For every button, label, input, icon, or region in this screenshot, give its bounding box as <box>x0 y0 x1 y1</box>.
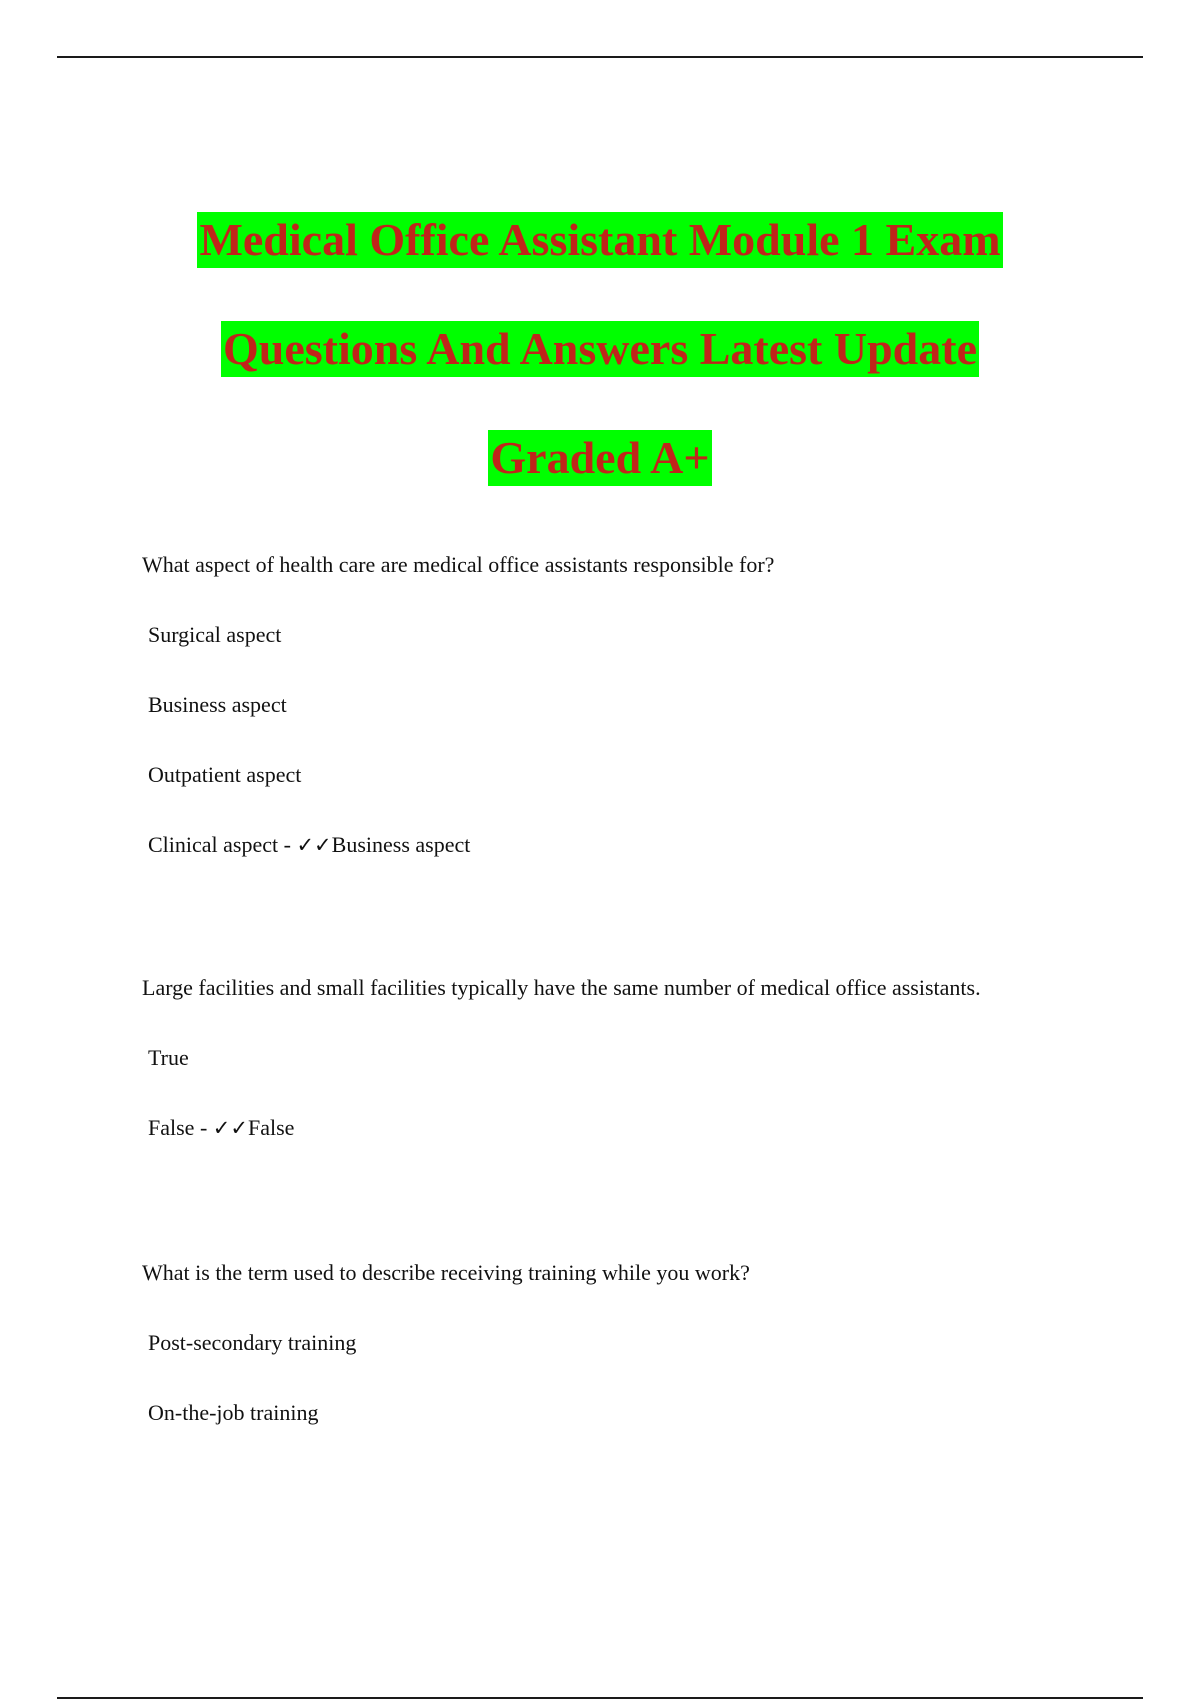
questions-list <box>142 552 1102 1470</box>
question-block <box>142 975 1102 1185</box>
answer-option-with-key <box>148 1115 1102 1185</box>
correct-answer: False <box>247 1115 295 1140</box>
answer-option: True <box>148 1045 189 1070</box>
answer-option-text: False - <box>148 1115 213 1140</box>
question-block <box>142 552 1102 902</box>
title-line-3: Graded A+ <box>0 430 1200 539</box>
answer-option: Surgical aspect <box>148 622 282 647</box>
document-title <box>0 212 1200 539</box>
question-text: What is the term used to describe receiving training while you work? <box>142 1260 750 1285</box>
answer-option: Outpatient aspect <box>148 762 302 787</box>
title-line-1: Medical Office Assistant Module 1 Exam <box>0 212 1200 321</box>
answer-option-text: Clinical aspect - <box>148 832 297 857</box>
bottom-rule <box>57 1697 1143 1699</box>
spacer <box>142 902 1102 975</box>
double-check-icon: ✓✓ <box>212 1116 248 1140</box>
spacer <box>142 1185 1102 1260</box>
top-rule <box>57 56 1143 58</box>
question-text: What aspect of health care are medical office assistants responsible for? <box>142 552 775 577</box>
answer-option: Post-secondary training <box>148 1330 357 1355</box>
answer-option: On-the-job training <box>148 1400 319 1425</box>
question-text: Large facilities and small facilities typically have the same number of medical office assistants. <box>142 975 981 1000</box>
question-block <box>142 1260 1102 1470</box>
double-check-icon: ✓✓ <box>296 833 332 857</box>
title-line-2: Questions And Answers Latest Update <box>0 321 1200 430</box>
correct-answer: Business aspect <box>331 832 471 857</box>
answer-option-with-key <box>148 832 1102 902</box>
answer-option: Business aspect <box>148 692 287 717</box>
